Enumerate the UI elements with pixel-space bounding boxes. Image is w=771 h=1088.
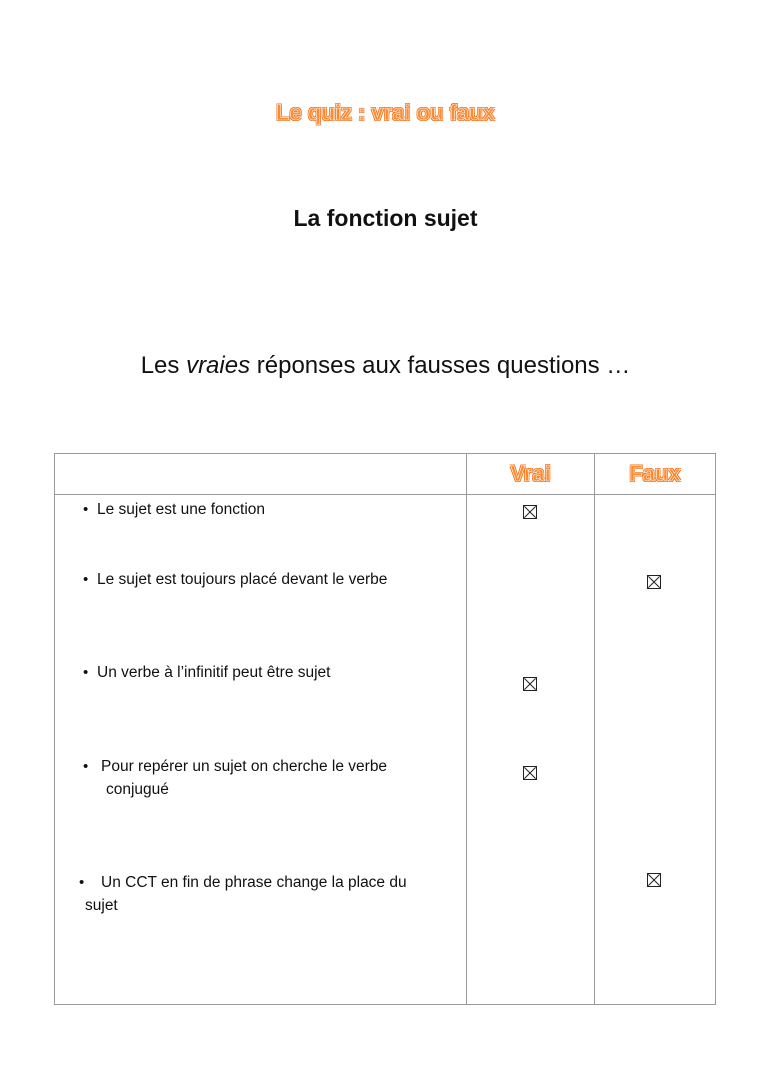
question-item-5 (79, 871, 407, 917)
question-item-4 (83, 755, 387, 801)
table-body-row (55, 495, 716, 1005)
question-item-3 (83, 661, 330, 684)
header-faux: Faux (595, 454, 716, 495)
question-text: Le sujet est une fonction (97, 501, 266, 518)
question-item-2 (83, 568, 387, 591)
table-header-row (55, 454, 716, 495)
intro-sentence (0, 352, 771, 380)
checked-box-icon (647, 575, 661, 589)
question-text-continued: conjugué (106, 781, 169, 798)
header-question (55, 454, 467, 495)
checked-box-icon (523, 505, 537, 519)
intro-text-end: réponses aux fausses questions … (250, 352, 631, 379)
checked-box-icon (647, 873, 661, 887)
subject-title: La fonction sujet (293, 205, 478, 231)
bullet-icon: • (83, 571, 89, 588)
faux-column-cell (595, 495, 716, 1005)
question-text: Un CCT en fin de phrase change la place du (101, 874, 407, 891)
question-item-1 (83, 498, 265, 521)
quiz-table (54, 453, 716, 1005)
question-text: Pour repérer un sujet on cherche le verbe (101, 758, 388, 775)
question-text: Un verbe à l’infinitif peut être sujet (97, 664, 331, 681)
checked-box-icon (523, 766, 537, 780)
intro-emphasis: vraies (186, 352, 251, 379)
checked-box-icon (523, 677, 537, 691)
question-text: Le sujet est toujours placé devant le verbe (97, 571, 388, 588)
intro-text-start: Les (140, 352, 187, 379)
header-vrai: Vrai (467, 454, 595, 495)
bullet-icon: • (83, 758, 89, 775)
bullet-icon: • (83, 501, 89, 518)
question-text-continued: sujet (85, 897, 118, 914)
questions-cell (55, 495, 467, 1005)
quiz-title: Le quiz : vrai ou faux (276, 100, 495, 125)
bullet-icon: • (79, 874, 85, 891)
vrai-column-cell (467, 495, 595, 1005)
bullet-icon: • (83, 664, 89, 681)
